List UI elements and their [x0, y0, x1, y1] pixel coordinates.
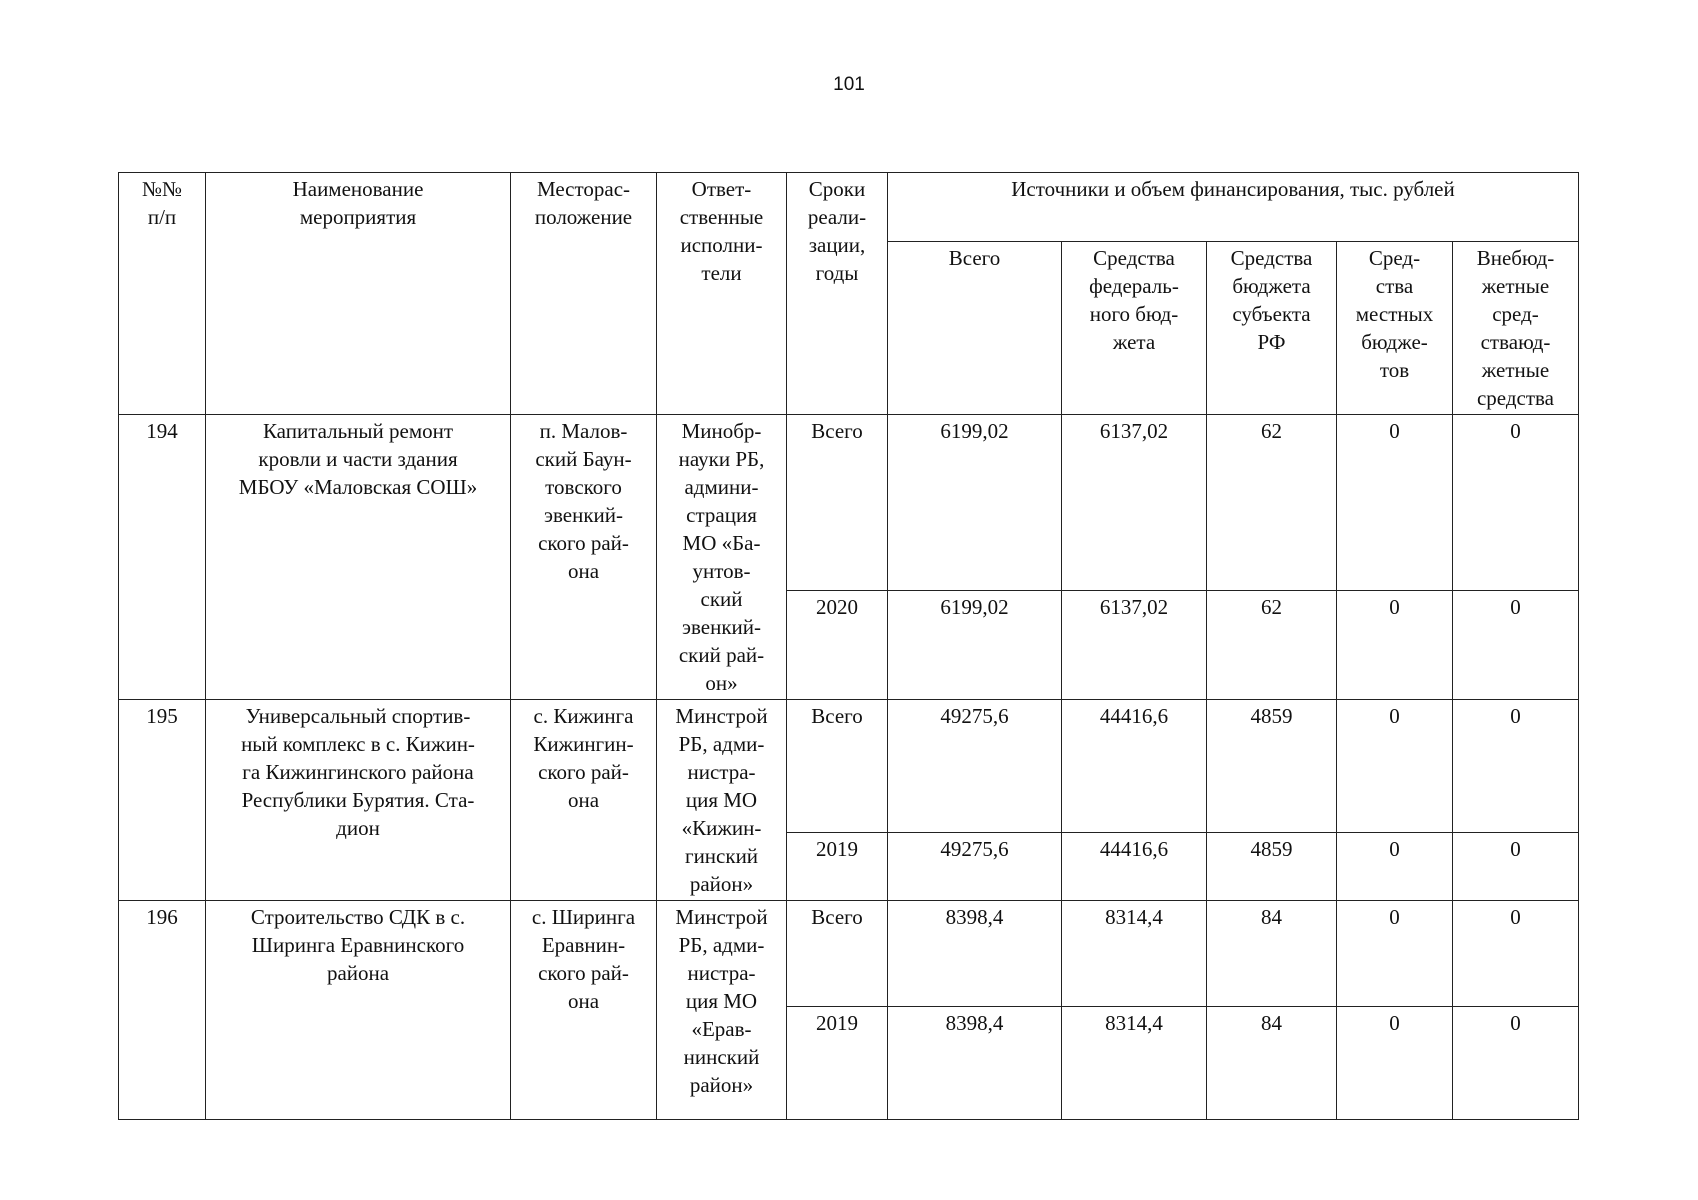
row-regional: 62: [1207, 415, 1337, 591]
row-location: п. Малов- ский Баун- товского эвенкий- ского рай- она: [511, 415, 657, 700]
header-terms: Сроки реали- зации, годы: [787, 173, 888, 415]
row-total: 8398,4: [888, 901, 1062, 1007]
header-num: №№ п/п: [119, 173, 206, 415]
header-location: Месторас- положение: [511, 173, 657, 415]
row-responsible: Минстрой РБ, адми- нистра- ция МО «Кижин- гинский район»: [657, 700, 787, 901]
row-offbudget: 0: [1453, 1007, 1579, 1120]
row-federal: 6137,02: [1062, 590, 1207, 699]
header-funding: Источники и объем финансирования, тыс. рублей: [888, 173, 1579, 242]
row-local: 0: [1337, 590, 1453, 699]
row-local: 0: [1337, 833, 1453, 901]
row-regional: 84: [1207, 901, 1337, 1007]
row-offbudget: 0: [1453, 833, 1579, 901]
row-federal: 44416,6: [1062, 833, 1207, 901]
row-period: 2020: [787, 590, 888, 699]
row-federal: 6137,02: [1062, 415, 1207, 591]
row-local: 0: [1337, 415, 1453, 591]
row-period: 2019: [787, 1007, 888, 1120]
row-total: 6199,02: [888, 590, 1062, 699]
row-name: Строительство СДК в с. Ширинга Еравнинского района: [206, 901, 511, 1120]
row-responsible: Минстрой РБ, адми- нистра- ция МО «Ерав- нинский район»: [657, 901, 787, 1120]
row-name: Универсальный спортив- ный комплекс в с. Кижин- га Кижингинского района Республики Бурятия. Ста- дион: [206, 700, 511, 901]
header-responsible: Ответ- ственные исполни- тели: [657, 173, 787, 415]
row-federal: 44416,6: [1062, 700, 1207, 833]
table-row: [119, 700, 1579, 833]
row-location: с. Ширинга Еравнин- ского рай- она: [511, 901, 657, 1120]
row-offbudget: 0: [1453, 415, 1579, 591]
header-total: Всего: [888, 242, 1062, 415]
header-local: Сред- ства местных бюдже- тов: [1337, 242, 1453, 415]
row-regional: 84: [1207, 1007, 1337, 1120]
row-local: 0: [1337, 700, 1453, 833]
row-num: 194: [119, 415, 206, 700]
header-name: Наименование мероприятия: [206, 173, 511, 415]
header-row: [119, 173, 1579, 242]
row-offbudget: 0: [1453, 901, 1579, 1007]
row-local: 0: [1337, 901, 1453, 1007]
row-num: 196: [119, 901, 206, 1120]
row-local: 0: [1337, 1007, 1453, 1120]
row-total: 8398,4: [888, 1007, 1062, 1120]
row-period: Всего: [787, 415, 888, 591]
row-period: 2019: [787, 833, 888, 901]
row-offbudget: 0: [1453, 590, 1579, 699]
row-offbudget: 0: [1453, 700, 1579, 833]
table-row: [119, 415, 1579, 591]
row-regional: 62: [1207, 590, 1337, 699]
row-name: Капитальный ремонт кровли и части здания МБОУ «Маловская СОШ»: [206, 415, 511, 700]
row-period: Всего: [787, 700, 888, 833]
row-location: с. Кижинга Кижингин- ского рай- она: [511, 700, 657, 901]
row-total: 49275,6: [888, 833, 1062, 901]
funding-table: [118, 172, 1579, 1120]
row-responsible: Минобр- науки РБ, админи- страция МО «Ба- унтов- ский эвенкий- ский рай- он»: [657, 415, 787, 700]
header-offbudget: Внебюд- жетные сред- стваюд- жетные средства: [1453, 242, 1579, 415]
row-total: 6199,02: [888, 415, 1062, 591]
row-period: Всего: [787, 901, 888, 1007]
row-federal: 8314,4: [1062, 901, 1207, 1007]
page-number: 101: [833, 74, 865, 95]
header-regional: Средства бюджета субъекта РФ: [1207, 242, 1337, 415]
row-num: 195: [119, 700, 206, 901]
row-federal: 8314,4: [1062, 1007, 1207, 1120]
header-federal: Средства федераль- ного бюд- жета: [1062, 242, 1207, 415]
row-regional: 4859: [1207, 833, 1337, 901]
row-total: 49275,6: [888, 700, 1062, 833]
table-row: [119, 901, 1579, 1007]
row-regional: 4859: [1207, 700, 1337, 833]
